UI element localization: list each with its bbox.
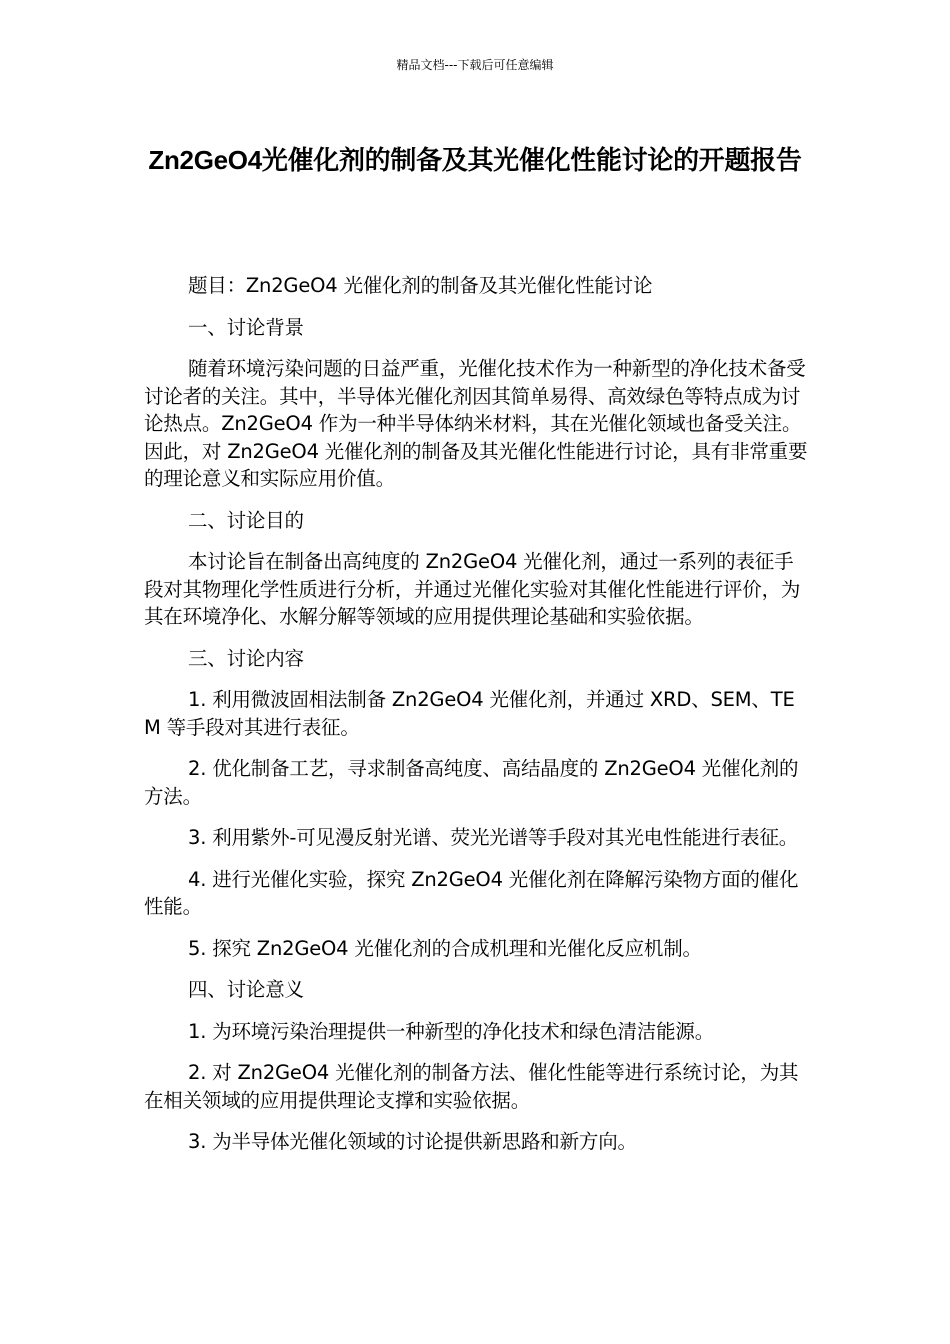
document-body	[144, 272, 809, 1170]
significance-item-3: 3. 为半导体光催化领域的讨论提供新思路和新方向。	[188, 1130, 637, 1153]
content-item-4: 4. 进行光催化实验，探究 Zn2GeO4 光催化剂在降解污染物方面的催化性能。	[144, 867, 799, 918]
section-heading-background: 一、讨论背景	[188, 315, 304, 339]
significance-item-1: 1. 为环境污染治理提供一种新型的净化技术和绿色清洁能源。	[188, 1019, 715, 1043]
content-item-1: 1. 利用微波固相法制备 Zn2GeO4 光催化剂，并通过 XRD、SEM、TEM 等手段对其进行表征。	[144, 688, 795, 739]
section-heading-content: 三、讨论内容	[188, 646, 304, 670]
purpose-paragraph: 本讨论旨在制备出高纯度的 Zn2GeO4 光催化剂，通过一系列的表征手段对其物理化学性质进行分析，并通过光催化实验对其催化性能进行评价，为其在环境净化、水解分解等领域的应用提供理论基础和实验依据。	[144, 550, 801, 628]
section-heading-significance: 四、讨论意义	[188, 978, 304, 1001]
content-item-3: 3. 利用紫外-可见漫反射光谱、荧光光谱等手段对其光电性能进行表征。	[188, 826, 799, 849]
page-header-note: 精品文档---下载后可任意编辑	[396, 58, 554, 72]
significance-item-2: 2. 对 Zn2GeO4 光催化剂的制备方法、催化性能等进行系统讨论，为其在相关领域的应用提供理论支撑和实验依据。	[144, 1061, 799, 1112]
section-heading-purpose: 二、讨论目的	[188, 508, 304, 532]
content-item-2: 2. 优化制备工艺，寻求制备高纯度、高结晶度的 Zn2GeO4 光催化剂的方法。	[144, 757, 799, 808]
topic-line: 题目：Zn2GeO4 光催化剂的制备及其光催化性能讨论	[188, 274, 653, 297]
document-title: Zn2GeO4光催化剂的制备及其光催化性能讨论的开题报告	[148, 145, 802, 175]
content-item-5: 5. 探究 Zn2GeO4 光催化剂的合成机理和光催化反应机制。	[188, 936, 702, 960]
background-paragraph: 随着环境污染问题的日益严重，光催化技术作为一种新型的净化技术备受讨论者的关注。其中，半导体光催化剂因其简单易得、高效绿色等特点成为讨论热点。Zn2GeO4 作为一种半导体纳米材料，其在光催化领域也备受关注。因此，对 Zn2GeO4 光催化剂的制备及其光催化性能进行讨论，具有非常重要的理论意义和实际应用价值。	[144, 357, 808, 490]
